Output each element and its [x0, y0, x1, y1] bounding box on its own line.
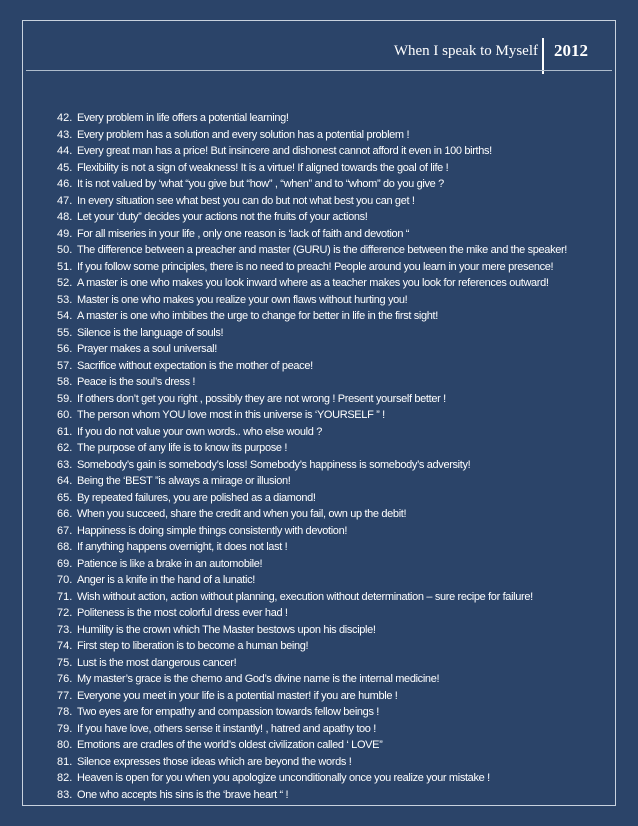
list-item: [57, 209, 605, 226]
list-item: [57, 308, 605, 325]
item-text: Somebody’s gain is somebody’s loss! Somebody’s happiness is somebody’s adversity!: [77, 458, 471, 471]
list-item: [57, 622, 605, 639]
item-number: 74.: [57, 640, 73, 652]
list-item: [57, 325, 605, 342]
item-number: 49.: [57, 227, 73, 240]
item-number: 46.: [57, 178, 73, 190]
list-item: [57, 242, 605, 259]
item-text: Everyone you meet in your life is a potential master! if you are humble !: [77, 689, 398, 702]
list-item: [57, 193, 605, 210]
item-text: The purpose of any life is to know its purpose !: [77, 442, 288, 454]
item-number: 79.: [57, 722, 73, 735]
list-item: [57, 721, 605, 738]
item-text: If others don’t get you right , possibly they are not wrong ! Present yourself better !: [77, 392, 446, 405]
list-item: [57, 127, 605, 144]
item-text: Master is one who makes you realize your own flaws without hurting you!: [77, 293, 408, 306]
header-divider: [542, 38, 544, 74]
quote-list: [57, 110, 605, 803]
item-number: 66.: [57, 508, 73, 520]
item-text: For all miseries in your life , only one reason is ‘lack of faith and devotion “: [77, 227, 410, 240]
list-item: [57, 688, 605, 705]
item-number: 69.: [57, 557, 73, 570]
header-year: 2012: [554, 41, 588, 60]
list-item: [57, 605, 605, 622]
item-text: If anything happens overnight, it does not last !: [77, 541, 288, 553]
item-number: 70.: [57, 574, 73, 586]
list-item: [57, 572, 605, 589]
header-title: When I speak to Myself: [393, 43, 538, 59]
header-rule: [26, 70, 612, 71]
item-number: 45.: [57, 161, 73, 174]
item-text: Emotions are cradles of the world’s oldest civilization called ‘ LOVE”: [77, 739, 383, 751]
item-number: 73.: [57, 623, 73, 636]
list-item: [57, 539, 605, 556]
item-number: 52.: [57, 277, 73, 289]
list-item: [57, 473, 605, 490]
item-text: First step to liberation is to become a human being!: [77, 640, 309, 652]
list-item: [57, 638, 605, 655]
list-item: [57, 424, 605, 441]
item-text: If you do not value your own words.. who else would ?: [77, 425, 322, 438]
item-text: A master is one who makes you look inward where as a teacher makes you look for references outward!: [77, 277, 549, 289]
list-item: [57, 407, 605, 424]
item-text: The difference between a preacher and master (GURU) is the difference between the mike and the speaker!: [77, 244, 568, 256]
item-text: A master is one who imbibes the urge to change for better in life in the first sight!: [77, 310, 438, 322]
item-text: Two eyes are for empathy and compassion towards fellow beings !: [77, 706, 380, 718]
item-number: 51.: [57, 260, 73, 273]
item-number: 44.: [57, 145, 73, 157]
item-text: Every problem in life offers a potential learning!: [77, 112, 289, 124]
item-text: Humility is the crown which The Master bestows upon his disciple!: [77, 623, 376, 636]
list-item: [57, 160, 605, 177]
item-number: 58.: [57, 376, 73, 388]
item-number: 57.: [57, 359, 73, 372]
item-text: Politeness is the most colorful dress ever had !: [77, 607, 288, 619]
item-text: Every great man has a price! But insincere and dishonest cannot afford it even in 100 births!: [77, 145, 492, 157]
item-number: 72.: [57, 607, 73, 619]
item-text: Prayer makes a soul universal!: [77, 343, 217, 355]
list-item: [57, 589, 605, 606]
item-text: Every problem has a solution and every solution has a potential problem !: [77, 128, 410, 141]
list-item: [57, 704, 605, 721]
item-text: Peace is the soul’s dress !: [77, 376, 196, 388]
item-number: 47.: [57, 194, 73, 207]
list-item: [57, 391, 605, 408]
item-number: 43.: [57, 128, 73, 141]
item-number: 55.: [57, 326, 73, 339]
item-text: If you follow some principles, there is no need to preach! People around you learn in your mere presence!: [77, 260, 554, 273]
list-item: [57, 292, 605, 309]
item-text: Patience is like a brake in an automobile!: [77, 557, 263, 570]
item-number: 78.: [57, 706, 73, 718]
item-number: 61.: [57, 425, 73, 438]
item-number: 62.: [57, 442, 73, 454]
item-number: 54.: [57, 310, 73, 322]
item-number: 76.: [57, 673, 73, 685]
item-number: 60.: [57, 409, 73, 421]
item-number: 65.: [57, 491, 73, 504]
list-item: [57, 506, 605, 523]
list-item: [57, 671, 605, 688]
list-item: [57, 457, 605, 474]
item-text: Being the ‘BEST ”is always a mirage or illusion!: [77, 475, 291, 487]
item-text: By repeated failures, you are polished as a diamond!: [77, 491, 316, 504]
item-number: 53.: [57, 293, 73, 306]
item-number: 64.: [57, 475, 73, 487]
item-text: Sacrifice without expectation is the mother of peace!: [77, 359, 313, 372]
page-header: [22, 34, 616, 84]
item-number: 48.: [57, 211, 73, 223]
item-number: 68.: [57, 541, 73, 553]
list-item: [57, 358, 605, 375]
list-item: [57, 176, 605, 193]
list-item: [57, 440, 605, 457]
item-text: Lust is the most dangerous cancer!: [77, 656, 237, 669]
item-number: 63.: [57, 458, 73, 471]
item-text: The person whom YOU love most in this universe is ‘YOURSELF ” !: [77, 409, 385, 421]
item-number: 42.: [57, 112, 73, 124]
item-number: 59.: [57, 392, 73, 405]
item-number: 67.: [57, 524, 73, 537]
item-number: 82.: [57, 772, 73, 784]
list-item: [57, 490, 605, 507]
item-text: If you have love, others sense it instantly! , hatred and apathy too !: [77, 722, 376, 735]
item-text: It is not valued by ‘what “you give but “how” , “when” and to “whom” do you give ?: [77, 178, 444, 190]
list-item: [57, 523, 605, 540]
list-item: [57, 374, 605, 391]
item-text: When you succeed, share the credit and when you fail, own up the debit!: [77, 508, 407, 520]
item-text: In every situation see what best you can do but not what best you can get !: [77, 194, 415, 207]
item-number: 50.: [57, 244, 73, 256]
item-text: My master’s grace is the chemo and God’s divine name is the internal medicine!: [77, 673, 440, 685]
item-text: Flexibility is not a sign of weakness! It is a virtue! If aligned towards the goal of life !: [77, 161, 449, 174]
item-number: 77.: [57, 689, 73, 702]
item-text: Wish without action, action without planning, execution without determination – sure recipe for failure!: [77, 590, 533, 603]
item-text: Happiness is doing simple things consistently with devotion!: [77, 524, 348, 537]
item-number: 71.: [57, 590, 73, 603]
list-item: [57, 259, 605, 276]
item-number: 56.: [57, 343, 73, 355]
item-text: Silence is the language of souls!: [77, 326, 224, 339]
list-item: [57, 737, 605, 754]
list-item: [57, 110, 605, 127]
list-item: [57, 143, 605, 160]
item-number: 81.: [57, 755, 73, 768]
list-item: [57, 787, 605, 804]
item-text: Silence expresses those ideas which are beyond the words !: [77, 755, 352, 768]
item-text: Heaven is open for you when you apologize unconditionally once you realize your mistake !: [77, 772, 490, 784]
list-item: [57, 655, 605, 672]
list-item: [57, 754, 605, 771]
item-number: 75.: [57, 656, 73, 669]
item-number: 80.: [57, 739, 73, 751]
list-item: [57, 556, 605, 573]
list-item: [57, 341, 605, 358]
list-item: [57, 275, 605, 292]
item-text: One who accepts his sins is the ‘brave heart “ !: [77, 788, 289, 801]
list-item: [57, 770, 605, 787]
item-number: 83.: [57, 788, 73, 801]
item-text: Anger is a knife in the hand of a lunatic!: [77, 574, 255, 586]
item-text: Let your ‘duty” decides your actions not the fruits of your actions!: [77, 211, 368, 223]
list-item: [57, 226, 605, 243]
